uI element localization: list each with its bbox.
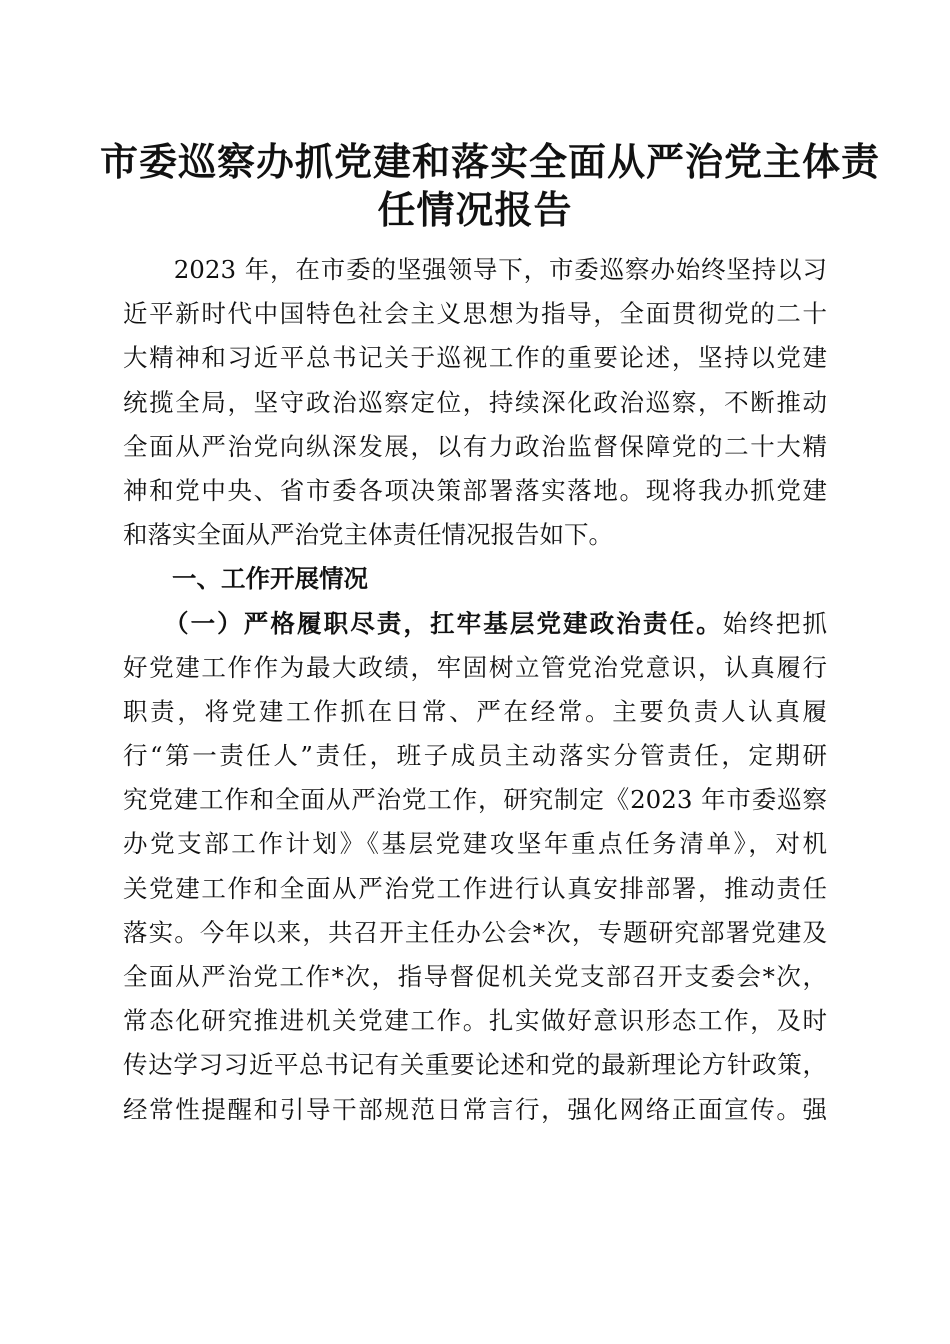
subsection-line: 全面从严治党工作*次，指导督促机关党支部召开支委会*次， <box>123 962 827 991</box>
intro-line: 和落实全面从严治党主体责任情况报告如下。 <box>123 520 613 550</box>
intro-line: 神和党中央、省市委各项决策部署落实落地。现将我办抓党建 <box>123 475 827 505</box>
subsection-line: 行“第一责任人”责任，班子成员主动落实分管责任，定期研 <box>123 741 827 771</box>
title-line-1: 市委巡察办抓党建和落实全面从严治党主体责 <box>100 139 881 184</box>
section-heading: 一、工作开展情况 <box>123 564 368 594</box>
intro-line: 近平新时代中国特色社会主义思想为指导，全面贯彻党的二十 <box>123 299 827 329</box>
subsection-line: 究党建工作和全面从严治党工作，研究制定《2023 年市委巡察 <box>123 785 827 815</box>
subsection-line: 关党建工作和全面从严治党工作进行认真安排部署，推动责任 <box>123 873 827 903</box>
intro-line: 2023 年，在市委的坚强领导下，市委巡察办始终坚持以习 <box>123 255 827 284</box>
title-line-2: 任情况报告 <box>377 187 573 232</box>
subsection-line: 办党支部工作计划》《基层党建攻坚年重点任务清单》，对机 <box>123 829 827 859</box>
subsection-line: 职责，将党建工作抓在日常、严在经常。主要负责人认真履 <box>123 696 827 726</box>
subsection-line: 常态化研究推进机关党建工作。扎实做好意识形态工作，及时 <box>123 1006 827 1036</box>
intro-line: 大精神和习近平总书记关于巡视工作的重要论述，坚持以党建 <box>123 343 827 373</box>
subsection-first-line <box>123 602 827 646</box>
subsection-line: 经常性提醒和引导干部规范日常言行，强化网络正面宣传。强 <box>123 1094 827 1124</box>
document-body <box>123 248 827 1132</box>
intro-line: 统揽全局，坚守政治巡察定位，持续深化政治巡察，不断推动 <box>123 387 827 417</box>
subsection-line: 好党建工作作为最大政绩，牢固树立管党治党意识，认真履行 <box>123 652 827 682</box>
subsection-first-line-rest: 始终把抓 <box>722 608 828 638</box>
document-title <box>100 138 881 234</box>
subsection-line: 落实。今年以来，共召开主任办公会*次，专题研究部署党建及 <box>123 917 827 947</box>
subsection-title: （一）严格履职尽责，扛牢基层党建政治责任。 <box>123 608 723 638</box>
intro-line: 全面从严治党向纵深发展，以有力政治监督保障党的二十大精 <box>123 431 827 461</box>
subsection-line: 传达学习习近平总书记有关重要论述和党的最新理论方针政策， <box>123 1050 827 1080</box>
